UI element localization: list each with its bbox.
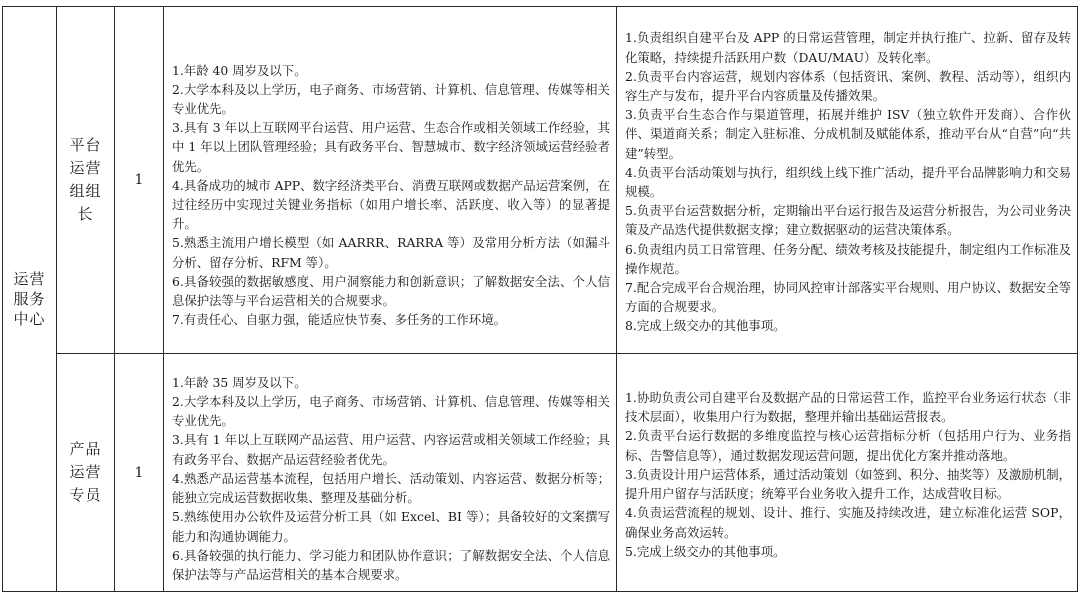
requirement-item: 7.有责任心、自驱力强，能适应快节奏、多任务的工作环境。 [172, 312, 506, 328]
requirement-item: 4.熟悉产品运营基本流程，包括用户增长、活动策划、内容运营、数据分析等；能独立完成运营数据收集、整理及基础分析。 [172, 470, 610, 506]
duty-item: 2.负责平台运行数据的多维度监控与核心运营指标分析（包括用户行为、业务指标、告警信息等），通过数据发现运营问题，提出优化方案并推动落地。 [625, 428, 1071, 463]
duty-item: 3.负责平台生态合作与渠道管理，拓展并维护 ISV（独立软件开发商）、合作伙伴、渠道商关系；制定入驻标准、分成机制及赋能体系，推动平台从“自营”向“共建”转型。 [625, 107, 1071, 161]
duties-cell [617, 354, 1078, 592]
requirement-item: 2.大学本科及以上学历，电子商务、市场营销、计算机、信息管理、传媒等相关专业优先。 [172, 81, 610, 116]
requirement-item: 3.具有 1 年以上互联网产品运营、用户运营、内容运营或相关领域工作经验；具有政务平台、数据产品运营经验者优先。 [172, 432, 610, 467]
requirement-item: 6.具备较强的执行能力、学习能力和团队协作意识；了解数据安全法、个人信息保护法等与产品运营相关的基本合规要求。 [172, 547, 610, 582]
headcount: 1 [134, 172, 144, 188]
requirements-cell [164, 7, 617, 354]
position-cell [57, 354, 115, 592]
position-name: 平台运营组组长 [69, 136, 102, 223]
headcount: 1 [134, 464, 144, 481]
headcount-cell [115, 7, 164, 354]
duty-item: 7.配合完成平台合规治理，协同风控审计部落实平台规则、用户协议、数据安全等方面的合规要求。 [625, 280, 1071, 315]
requirement-item: 3.具有 3 年以上互联网平台运营、用户运营、生态合作或相关领域工作经验，其中 1 年以上团队管理经验；具有政务平台、智慧城市、数字经济领域运营经验者优先。 [172, 120, 610, 174]
position-name: 产品运营专员 [69, 440, 102, 504]
requirement-item: 5.熟练使用办公软件及运营分析工具（如 Excel、BI 等）；具备较好的文案撰写能力和沟通协调能力。 [172, 509, 610, 544]
requirement-item: 4.具备成功的城市 APP、数字经济类平台、消费互联网或数据产品运营案例，在过往经历中实现过关键业务指标（如用户增长率、活跃度、收入等）的显著提升。 [172, 177, 610, 232]
duty-item: 1.协助负责公司自建平台及数据产品的日常运营工作，监控平台业务运行状态（非技术层面），收集用户行为数据，整理并输出基础运营报表。 [625, 390, 1071, 425]
requirement-item: 1.年龄 40 周岁及以下。 [172, 62, 307, 78]
requirement-item: 1.年龄 35 周岁及以下。 [172, 374, 307, 390]
duty-item: 4.负责运营流程的规划、设计、推行、实施及持续改进，建立标准化运营 SOP，确保业务高效运转。 [625, 505, 1071, 540]
department-name: 运营服务中心 [13, 270, 46, 328]
duty-item: 1.负责组织自建平台及 APP 的日常运营管理，制定并执行推广、拉新、留存及转化策略，持续提升活跃用户数（DAU/MAU）及转化率。 [625, 30, 1071, 65]
requirements-cell [164, 354, 617, 592]
duty-item: 8.完成上级交办的其他事项。 [625, 318, 786, 334]
requirement-item: 2.大学本科及以上学历，电子商务、市场营销、计算机、信息管理、传媒等相关专业优先。 [172, 394, 610, 429]
department-cell [3, 7, 57, 592]
duty-item: 5.完成上级交办的其他事项。 [625, 543, 786, 559]
job-requirements-table [2, 6, 1078, 592]
headcount-cell [115, 354, 164, 592]
position-cell [57, 7, 115, 354]
duty-item: 3.负责设计用户运营体系，通过活动策划（如签到、积分、抽奖等）及激励机制，提升用户留存与活跃度；统筹平台业务收入提升工作，达成营收目标。 [625, 466, 1071, 502]
duty-item: 4.负责平台活动策划与执行，组织线上线下推广活动，提升平台品牌影响力和交易规模。 [625, 164, 1071, 199]
duty-item: 5.负责平台运营数据分析，定期输出平台运行报告及运营分析报告，为公司业务决策及产品迭代提供数据支撑；建立数据驱动的运营决策体系。 [625, 203, 1071, 238]
duties-list [617, 24, 1077, 335]
duty-item: 6.负责组内员工日常管理、任务分配、绩效考核及技能提升，制定组内工作标准及操作规范。 [625, 241, 1071, 276]
requirement-item: 6.具备较强的数据敏感度、用户洞察能力和创新意识；了解数据安全法、个人信息保护法等与平台运营相关的合规要求。 [172, 273, 610, 309]
duties-list [617, 384, 1077, 561]
duties-cell [617, 7, 1078, 354]
requirement-item: 5.熟悉主流用户增长模型（如 AARRR、RARRA 等）及常用分析方法（如漏斗分析、留存分析、RFM 等）。 [172, 235, 610, 270]
requirements-list [164, 31, 616, 330]
duty-item: 2.负责平台内容运营，规划内容体系（包括资讯、案例、教程、活动等），组织内容生产与发布，提升平台内容质量及传播效果。 [625, 68, 1071, 103]
table-row [3, 7, 1078, 354]
requirements-list [164, 361, 616, 584]
table-row [3, 354, 1078, 592]
